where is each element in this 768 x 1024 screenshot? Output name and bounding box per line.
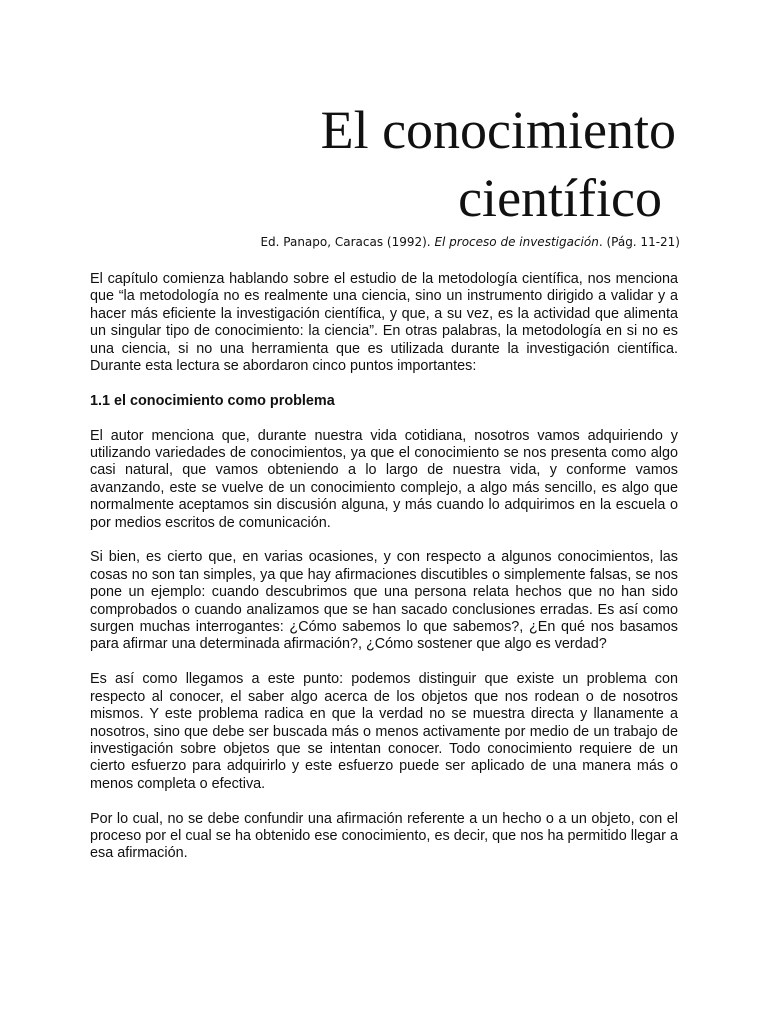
body-paragraph-3: Es así como llegamos a este punto: podemos distinguir que existe un problema con respecto al conocer, el saber algo acerca de los objetos que nos rodean o de nosotros mismos. Y este problema radica en que la verdad no se muestra directa y llanamente a nosotros, sino que debe ser buscada más o menos activamente por medio de un trabajo de investigación sobre objetos que se intentan conocer. Todo conocimiento requiere de un cierto esfuerzo para adquirirlo y este esfuerzo puede ser aplicado de una manera más o menos completa o efectiva. [90,671,678,792]
title-line-2: científico [458,168,662,228]
document-body [90,271,678,880]
citation-work-title: El proceso de investigación [434,235,599,249]
body-paragraph-1: El autor menciona que, durante nuestra vida cotidiana, nosotros vamos adquiriendo y utilizando variedades de conocimientos, ya que el conocimiento se nos presenta como algo casi natural, que vamos obteniendo a lo largo de nuestra vida, y conforme vamos avanzando, este se vuelve de un conocimiento complejo, a algo más sencillo, es algo que normalmente aceptamos sin discusión alguna, y más cuando lo adquirimos en la escuela o por medios escritos de comunicación. [90,427,678,531]
body-paragraph-4: Por lo cual, no se debe confundir una afirmación referente a un hecho o a un objeto, con el proceso por el cual se ha obtenido ese conocimiento, es decir, que nos ha permitido llegar a esa afirmación. [90,810,678,862]
intro-paragraph: El capítulo comienza hablando sobre el estudio de la metodología científica, nos menciona que “la metodología no es realmente una ciencia, sino un instrumento dirigido a validar y a hacer más eficiente la investigación científica, y que, a su vez, es la actividad que alimenta un singular tipo de conocimiento: la ciencia”. En otras palabras, la metodología en si no es una ciencia, si no una herramienta que es utilizada durante la investigación científica. Durante esta lectura se abordaron cinco puntos importantes: [90,271,678,375]
section-heading: 1.1 el conocimiento como problema [90,392,335,409]
document-title [321,96,676,232]
body-paragraph-2: Si bien, es cierto que, en varias ocasiones, y con respecto a algunos conocimientos, las cosas no son tan simples, ya que hay afirmaciones discutibles o simplemente falsas, se nos pone un ejemplo: cuando descubrimos que una persona relata hechos que no han sido comprobados o cuando analizamos que se han sacado conclusiones erradas. Es así como surgen muchas interrogantes: ¿Cómo sabemos lo que sabemos?, ¿En qué nos basamos para afirmar una determinada afirmación?, ¿Cómo sostener que algo es verdad? [90,549,678,653]
citation [260,234,680,250]
citation-prefix: Ed. Panapo, Caracas (1992). [260,235,435,249]
title-line-1: El conocimiento [320,100,676,160]
citation-suffix: . (Pág. 11-21) [598,235,680,249]
